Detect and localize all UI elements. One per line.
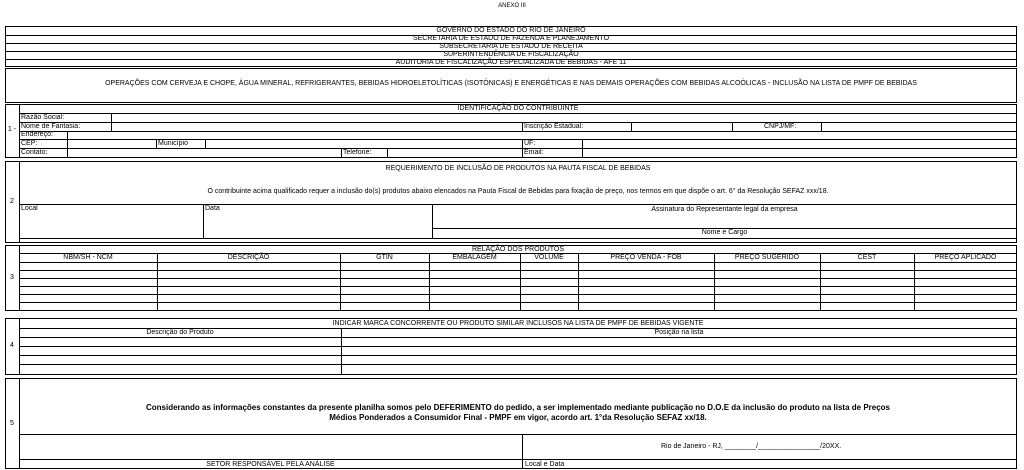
header-line-1: GOVERNO DO ESTADO DO RIO DE JANEIRO [436, 27, 586, 34]
col-descricao-produto: Descrição do Produto [146, 329, 214, 336]
table-row[interactable] [19, 278, 1017, 286]
setor-responsavel-label: SETOR RESPONSÁVEL PELA ANÁLISE [206, 461, 335, 468]
nome-cargo-label: Nome e Cargo [701, 229, 748, 236]
section-1-title: IDENTIFICAÇÃO DO CONTRIBUINTE [457, 105, 579, 112]
contato-label: Contato: [21, 149, 48, 156]
list-item[interactable] [19, 337, 1017, 346]
section-5-text-line-2: Médios Ponderados a Consumidor Final - PMPF em vigor, acordo art. 1°da Resolução SEFAZ xx/18. [329, 413, 707, 422]
section-3-number: 3 [10, 274, 14, 281]
data-field[interactable] [204, 213, 431, 237]
nome-fantasia-label: Nome de Fantasia: [21, 123, 81, 130]
endereco-field[interactable] [68, 132, 1017, 139]
col-preco-venda-fob: PREÇO VENDA - FOB [610, 254, 682, 261]
col-cest: CEST [857, 254, 877, 261]
local-label: Local [21, 205, 38, 212]
cep-label: CEP: [21, 140, 38, 147]
uf-field[interactable] [583, 140, 1017, 148]
col-ncm: NBM/SH - NCM [63, 254, 113, 261]
col-preco-sugerido: PREÇO SUGERIDO [734, 254, 800, 261]
list-item[interactable] [19, 355, 1017, 364]
table-row[interactable] [19, 270, 1017, 278]
col-gtin: GTIN [376, 254, 393, 261]
header-line-2: SECRETARIA DE ESTADO DE FAZENDA E PLANEJAMENTO [412, 35, 610, 42]
endereco-label: Endereço: [21, 131, 53, 138]
municipio-label: Município [158, 140, 188, 147]
operations-title: OPERAÇÕES COM CERVEJA E CHOPE, ÁGUA MINERAL, REFRIGERANTES, BEBIDAS HIDROELETOLÍTICAS (ISOTÔNICAS) E ENERGÉTICAS E NAS DEMAIS OPERAÇÕES COM BEBIDAS ALCOÓLICAS - INCLUSÃO NA LISTA DE PMPF DE BEBIDAS [105, 80, 917, 87]
section-3-title: RELAÇÃO DOS PRODUTOS [471, 246, 565, 253]
inscricao-estadual-field[interactable] [632, 123, 732, 131]
contato-field[interactable] [68, 149, 341, 157]
col-posicao-lista: Posição na lista [654, 329, 704, 336]
header-line-3: SUBSECRETARIA DE ESTADO DE RECEITA [439, 43, 583, 50]
date-line: Rio de Janeiro - RJ, ________/________________/20XX. [661, 443, 842, 450]
col-preco-aplicado: PREÇO APLICADO [934, 254, 997, 261]
col-embalagem: EMBALAGEM [452, 254, 497, 261]
section-2-title: REQUERIMENTO DE INCLUSÃO DE PRODUTOS NA PAUTA FISCAL DE BEBIDAS [385, 165, 651, 172]
local-data-field[interactable] [523, 435, 1016, 459]
section-4-number: 4 [10, 342, 14, 349]
annex-title: ANEXO III [498, 3, 526, 9]
nome-fantasia-field[interactable] [112, 123, 522, 131]
table-row[interactable] [19, 262, 1017, 270]
assinatura-label: Assinatura do Representante legal da empresa [651, 206, 798, 213]
col-volume: VOLUME [534, 254, 564, 261]
section-4-title: INDICAR MARCA CONCORRENTE OU PRODUTO SIMILAR INCLUSOS NA LISTA DE PMPF DE BEBIDAS VIGENTE [332, 320, 704, 327]
list-item[interactable] [19, 364, 1017, 374]
razao-social-label: Razão Social: [21, 114, 65, 121]
header-line-4: SUPERINTENDÊNCIA DE FISCALIZAÇÃO [443, 51, 579, 58]
inscricao-estadual-label: Inscrição Estadual: [524, 123, 584, 130]
email-field[interactable] [583, 149, 1017, 157]
assinatura-field[interactable] [433, 213, 1016, 227]
data-label: Data [205, 205, 220, 212]
table-row[interactable] [19, 302, 1017, 310]
section-2-number: 2 [10, 198, 14, 205]
cnpj-label: CNPJ/MF: [764, 123, 797, 130]
local-field[interactable] [20, 213, 202, 237]
header-line-5: AUDITORIA DE FISCALIZAÇÃO ESPECIALIZADA DE BEBIDAS - AFE 11 [395, 59, 627, 66]
products-table [19, 253, 1017, 311]
cep-field[interactable] [68, 140, 156, 148]
section-2-text: O contribuinte acima qualificado requer a inclusão do(s) produtos abaixo elencados na Pauta Fiscal de Bebidas para fixação de preço, nos termos em que dispõe o art. 6° da Resolução SEFAZ xxx/18. [207, 188, 829, 195]
razao-social-field[interactable] [112, 114, 1017, 122]
section-1-number: 1 - [7, 126, 17, 133]
telefone-field[interactable] [388, 149, 522, 157]
telefone-label: Telefone: [343, 149, 372, 156]
municipio-field[interactable] [206, 140, 522, 148]
section-5-text-line-1: Considerando as informações constantes da presente planilha somos pelo DEFERIMENTO do pedido, a ser implementado mediante publicação no D.O.E da inclusão do produto na lista de Preços [146, 403, 890, 412]
local-data-label: Local e Data [525, 461, 565, 468]
uf-label: UF: [524, 140, 536, 147]
cnpj-field[interactable] [822, 123, 1017, 131]
list-item[interactable] [19, 346, 1017, 355]
setor-field[interactable] [20, 435, 521, 459]
table-row[interactable] [19, 286, 1017, 294]
email-label: Email: [524, 149, 544, 156]
table-row[interactable] [19, 294, 1017, 302]
section-5-number: 5 [10, 420, 14, 427]
col-descricao: DESCRIÇÃO [227, 254, 270, 261]
